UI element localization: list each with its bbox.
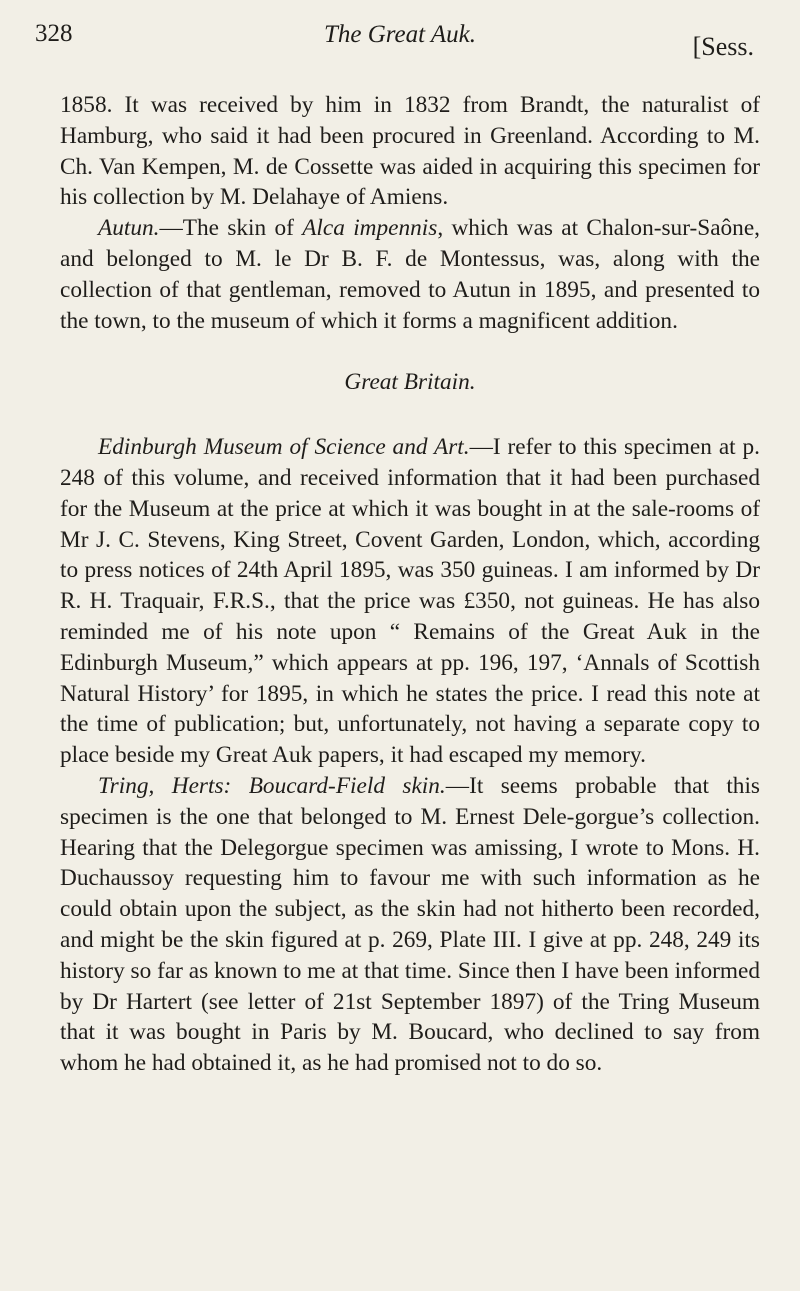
entry-text: —I refer to this specimen at p. 248 of this volume, and received information that it had been purchased for the Museum at the price at which it was bought in at the sale-rooms of Mr J. C. Stevens, King Street, Covent Garden, London, which, according to press notices of 24th April 1895, was 350 guineas. I am informed by Dr R. H. Traquair, F.R.S., that the price was £350, not guineas. He has also reminded me of his note upon “ Remains of the Great Auk in the Edinburgh Museum,” which appears at pp. 196, 197, ‘Annals of Scottish Natural History’ for 1895, in which he states the price. I read this note at the time of publication; but, unfortunately, not having a separate copy to place beside my Great Auk papers, it had escaped my memory.	[60, 434, 760, 769]
section-heading: Great Britain.	[344, 369, 476, 396]
section-mark: [Sess.	[692, 32, 754, 61]
entry-lead-autun: Autun.	[98, 215, 160, 242]
entry-text-part: —The skin of	[159, 215, 303, 242]
paragraph-edinburgh	[60, 432, 760, 771]
entry-lead-edinburgh: Edinburgh Museum of Science and Art.	[98, 434, 470, 461]
entry-text-part: , which was at Chalon-sur-Saône, and belonged to M. le Dr B. F. de Montessus, was, along with the collection of that gentleman, removed to Autun in 1895, and presented to the town, to the museum of which it forms a magnificent addition.	[60, 215, 760, 334]
entry-text: —It seems probable that this specimen is the one that belonged to M. Ernest Dele-gorgue’s collection. Hearing that the Delegorgue specimen was amissing, I wrote to Mons. H. Duchaussoy requesting him to favour me with such information as he could obtain upon the subject, as the skin had not hitherto been recorded, and might be the skin figured at p. 269, Plate III. I give at pp. 248, 249 its history so far as known to me at that time. Since then I have been informed by Dr Hartert (see letter of 21st September 1897) of the Tring Museum that it was bought in Paris by M. Boucard, who declined to say from whom he had obtained it, as he had promised not to do so.	[60, 772, 761, 1077]
paragraph-autun	[60, 213, 760, 336]
species-name: Alca impennis	[302, 215, 438, 242]
entry-lead-tring: Tring, Herts: Boucard-Field skin.	[98, 772, 446, 799]
page-header	[0, 14, 800, 62]
page-body	[60, 90, 760, 1079]
paragraph-continued: 1858. It was received by him in 1832 from Brandt, the naturalist of Hamburg, who said it had been procured in Greenland. According to M. Ch. Van Kempen, M. de Cossette was aided in acquiring this specimen for his collection by M. Delahaye of Amiens.	[60, 92, 760, 211]
paragraph-tring	[60, 771, 760, 1079]
page-number: 328	[35, 20, 73, 47]
running-title: The Great Auk.	[323, 21, 477, 48]
